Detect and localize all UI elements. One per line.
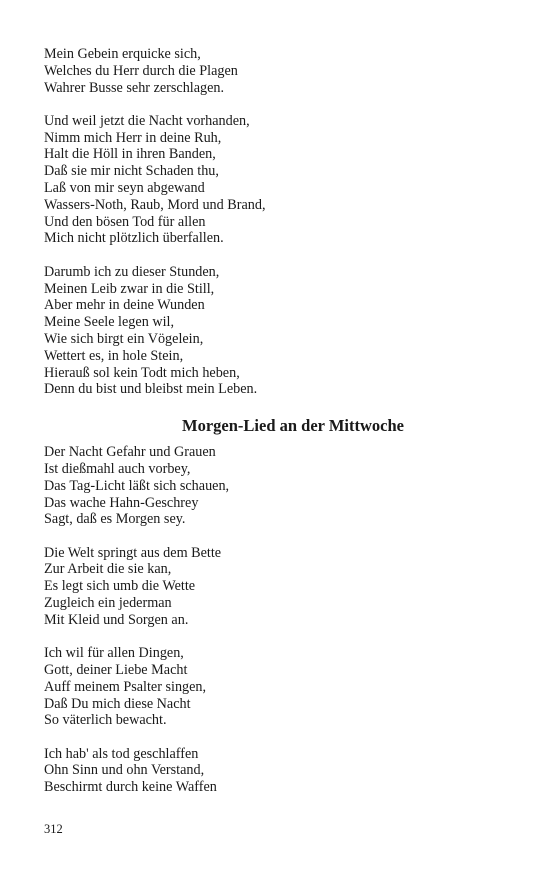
verse-line: Daß Du mich diese Nacht	[44, 695, 191, 712]
verse-line: Es legt sich umb die Wette	[44, 578, 196, 595]
verse-line: Wie sich birgt ein Vögelein,	[44, 330, 204, 347]
verse-line: Darumb ich zu dieser Stunden,	[44, 263, 220, 280]
verse-line: Ich hab' als tod geschlaffen	[44, 745, 199, 762]
verse-line: Der Nacht Gefahr und Grauen	[44, 444, 216, 461]
verse-line: Das Tag-Licht läßt sich schauen,	[44, 477, 230, 494]
verse-line: Und den bösen Tod für allen	[44, 213, 206, 230]
verse-line: Ich wil für allen Dingen,	[44, 645, 184, 662]
verse-line: Zugleich ein jederman	[44, 595, 172, 612]
verse-line: Nimm mich Herr in deine Ruh,	[44, 129, 222, 146]
verse-line: Wassers-Noth, Raub, Mord und Brand,	[44, 196, 266, 213]
verse-line: Mein Gebein erquicke sich,	[44, 46, 201, 62]
stanza	[44, 46, 514, 96]
page-number: 312	[44, 822, 63, 836]
verse-line: Hierauß sol kein Todt mich heben,	[44, 364, 240, 381]
verse-line: Laß von mir seyn abgewand	[44, 180, 205, 197]
verse-line: Wettert es, in hole Stein,	[44, 347, 184, 364]
stanza	[44, 746, 514, 796]
page-content	[44, 46, 514, 812]
verse-line: Das wache Hahn-Geschrey	[44, 494, 199, 511]
verse-line: Denn du bist und bleibst mein Leben.	[44, 381, 258, 398]
verse-line: Mit Kleid und Sorgen an.	[44, 611, 189, 628]
verse-line: Meinen Leib zwar in die Still,	[44, 280, 215, 297]
verse-line: Halt die Höll in ihren Banden,	[44, 146, 216, 163]
verse-line: Die Welt springt aus dem Bette	[44, 544, 222, 561]
verse-line: Welches du Herr durch die Plagen	[44, 62, 238, 79]
verse-line: Daß sie mir nicht Schaden thu,	[44, 163, 219, 180]
poem-morning-wednesday	[44, 416, 514, 796]
verse-line: Mich nicht plötzlich überfallen.	[44, 230, 224, 247]
stanza	[44, 264, 514, 398]
verse-line: So väterlich bewacht.	[44, 712, 167, 729]
verse-line: Meine Seele legen wil,	[44, 314, 175, 331]
verse-line: Auff meinem Psalter singen,	[44, 678, 207, 695]
verse-line: Und weil jetzt die Nacht vorhanden,	[44, 112, 250, 129]
verse-line: Ist dießmahl auch vorbey,	[44, 460, 191, 477]
verse-line: Zur Arbeit die sie kan,	[44, 561, 172, 578]
verse-line: Gott, deiner Liebe Macht	[44, 661, 188, 678]
verse-line: Sagt, daß es Morgen sey.	[44, 511, 186, 528]
verse-line: Ohn Sinn und ohn Verstand,	[44, 762, 205, 779]
stanza	[44, 113, 514, 247]
stanza	[44, 444, 514, 528]
verse-line: Beschirmt durch keine Waffen	[44, 779, 217, 796]
verse-line: Aber mehr in deine Wunden	[44, 297, 205, 314]
poem-evening-continued	[44, 46, 514, 398]
stanza	[44, 645, 514, 729]
stanza	[44, 545, 514, 629]
poem-title: Morgen-Lied an der Mittwoche	[182, 416, 404, 436]
verse-line: Wahrer Busse sehr zerschlagen.	[44, 79, 225, 96]
